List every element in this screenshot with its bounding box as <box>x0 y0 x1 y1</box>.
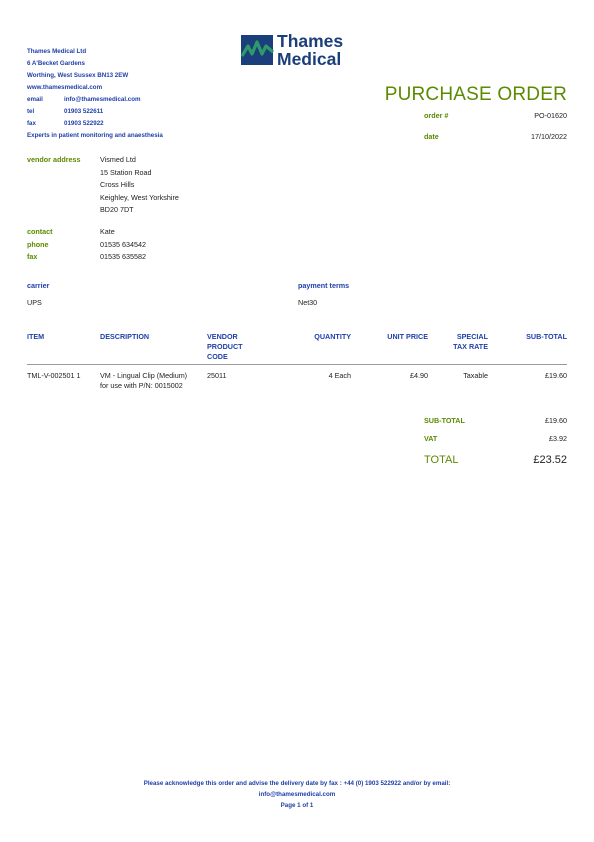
vat-value: £3.92 <box>549 434 567 443</box>
company-website: www.thamesmedical.com <box>27 84 103 91</box>
order-number: PO-01620 <box>534 111 567 120</box>
subtotal-row: SUB-TOTAL £19.60 <box>424 415 567 433</box>
vendor-line: Cross Hills <box>100 180 135 189</box>
carrier-label: carrier <box>27 281 50 290</box>
header-special-tax-rate: SPECIAL TAX RATE <box>453 332 488 351</box>
vendor-line: BD20 7DT <box>100 205 134 214</box>
company-name: Thames Medical Ltd <box>27 48 87 55</box>
row-description: VM - Lingual Clip (Medium) for use with P/N: 0015002 <box>100 371 188 390</box>
header-vendor-product-code: VENDOR PRODUCT CODE <box>207 332 243 361</box>
row-subtotal: £19.60 <box>545 371 567 380</box>
row-tax-rate: Taxable <box>463 371 488 380</box>
company-tagline: Experts in patient monitoring and anaesthesia <box>27 132 163 139</box>
subtotal-value: £19.60 <box>545 416 567 425</box>
header-unit-price: UNIT PRICE <box>387 332 428 341</box>
company-fax: fax 01903 522922 <box>27 120 104 127</box>
totals-block <box>424 415 567 473</box>
row-item: TML-V-002501 1 <box>27 371 81 380</box>
header-quantity: QUANTITY <box>314 332 351 341</box>
carrier-value: UPS <box>27 298 42 307</box>
contact-label: contact <box>27 227 53 236</box>
vendor-line: Vismed Ltd <box>100 155 136 164</box>
payment-terms-value: Net30 <box>298 298 318 307</box>
logo-mark-icon <box>240 34 274 66</box>
company-address-line2: Worthing, West Sussex BN13 2EW <box>27 72 129 79</box>
contact-phone: 01535 634542 <box>100 239 146 249</box>
header-description: DESCRIPTION <box>100 332 150 341</box>
vendor-address-label: vendor address <box>27 155 81 164</box>
footer-note <box>60 778 534 800</box>
row-code: 25011 <box>207 371 227 380</box>
order-number-row: order # PO-01620 <box>424 110 567 131</box>
contact-name: Kate <box>100 227 115 236</box>
header-item: ITEM <box>27 332 45 341</box>
vendor-contact <box>27 226 277 264</box>
table-divider <box>27 364 567 365</box>
header-sub-total: SUB-TOTAL <box>526 332 567 341</box>
vendor-line: 15 Station Road <box>100 167 152 177</box>
page-number: Page 1 of 1 <box>280 802 314 809</box>
payment-terms-label: payment terms <box>298 281 350 290</box>
order-details <box>424 110 567 152</box>
company-tel: tel 01903 522611 <box>27 108 104 115</box>
footer-email: info@thamesmedical.com <box>258 791 336 798</box>
fax-label: fax <box>27 252 38 261</box>
company-address-line1: 6 A'Becket Gardens <box>27 60 85 67</box>
thames-medical-logo <box>240 32 370 72</box>
footer-line1: Please acknowledge this order and advise the delivery date by fax : +44 (0) 1903 522922 and/or by email: <box>143 780 451 787</box>
company-email: email info@thamesmedical.com <box>27 96 141 103</box>
vendor-address <box>27 154 277 217</box>
phone-label: phone <box>27 239 49 249</box>
document-title: PURCHASE ORDER <box>384 84 567 105</box>
order-date-row: date 17/10/2022 <box>424 131 567 152</box>
total-value: £23.52 <box>533 454 567 466</box>
vendor-line: Keighley, West Yorkshire <box>100 192 179 202</box>
vat-row: VAT £3.92 <box>424 433 567 451</box>
total-row: TOTAL £23.52 <box>424 451 567 473</box>
contact-fax: 01535 635582 <box>100 252 146 261</box>
order-date: 17/10/2022 <box>531 132 567 141</box>
logo-word-thames: Thames <box>277 31 344 51</box>
logo-word-medical: Medical <box>277 49 342 69</box>
row-quantity: 4 Each <box>328 371 351 380</box>
row-unit-price: £4.90 <box>410 371 428 380</box>
